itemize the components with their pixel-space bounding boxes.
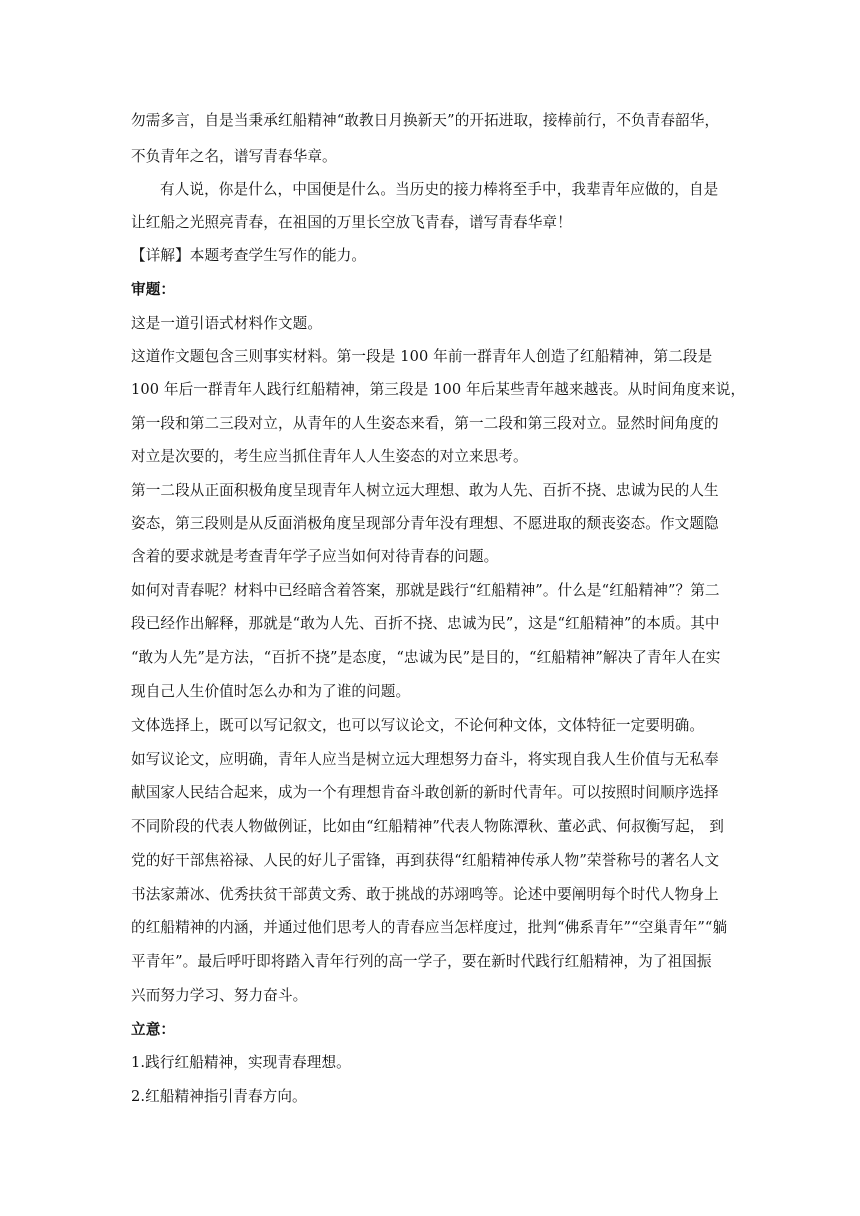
text-line: 兴而努力学习、努力奋斗。 <box>131 987 308 1004</box>
text-line: 这道作文题包含三则事实材料。第一段是 100 年前一群青年人创造了红船精神，第二段是 <box>131 348 713 365</box>
text-line: 第一二段从正面积极角度呈现青年人树立远大理想、敢为人先、百折不挠、忠诚为民的人生 <box>131 482 719 499</box>
text-line: 党的好干部焦裕禄、人民的好儿子雷锋，再到获得“红船精神传承人物”荣誉称号的著名人文 <box>131 852 720 869</box>
text-line: 平青年”。最后呼吁即将踏入青年行列的高一学子，要在新时代践行红船精神，为了祖国振 <box>131 953 712 970</box>
section-heading-review: 审题： <box>131 281 176 298</box>
text-line: 的红船精神的内涵，并通过他们思考人的青春应当怎样度过，批判“佛系青年”“空巢青年”“躺 <box>131 919 728 936</box>
text-line: 如写议论文，应明确，青年人应当是树立远大理想努力奋斗，将实现自我人生价值与无私奉 <box>131 751 719 768</box>
text-line: 含着的要求就是考查青年学子应当如何对待青春的问题。 <box>131 548 499 565</box>
text-line: 不负青年之名，谱写青春华章。 <box>131 148 337 165</box>
text-line: 段已经作出解释，那就是“敢为人先、百折不挠、忠诚为民”，这是“红船精神”的本质。其中 <box>131 615 720 632</box>
text-line: 对立是次要的，考生应当抓住青年人人生姿态的对立来思考。 <box>131 448 528 465</box>
text-line: 这是一道引语式材料作文题。 <box>131 315 323 332</box>
explanation-heading: 【详解】本题考查学生写作的能力。 <box>131 247 367 264</box>
text-line: 100 年后一群青年人践行红船精神，第三段是 100 年后某些青年越来越丧。从时间角度来说， <box>131 381 746 398</box>
text-line: 勿需多言，自是当秉承红船精神“敢教日月换新天”的开拓进取，接棒前行，不负青春韶华， <box>131 112 720 129</box>
text-line: 第一段和第二三段对立，从青年的人生姿态来看，第一二段和第三段对立。显然时间角度的 <box>131 415 719 432</box>
text-line: 让红船之光照亮青春，在祖国的万里长空放飞青春，谱写青春华章！ <box>131 214 572 231</box>
section-heading-theme: 立意： <box>131 1021 176 1038</box>
text-line: 有人说，你是什么，中国便是什么。当历史的接力棒将至手中，我辈青年应做的，自是 <box>160 181 719 198</box>
text-line: 如何对青春呢？材料中已经暗含着答案，那就是践行“红船精神”。什么是“红船精神”？第二 <box>131 582 720 599</box>
text-line: 不同阶段的代表人物做例证，比如由“红船精神”代表人物陈潭秋、董必武、何叔衡写起， 到 <box>131 818 724 835</box>
theme-item: 1.践行红船精神，实现青春理想。 <box>131 1054 351 1071</box>
text-line: 现自己人生价值时怎么办和为了谁的问题。 <box>131 683 411 700</box>
text-line: 书法家萧冰、优秀扶贫干部黄文秀、敢于挑战的苏翊鸣等。论述中要阐明每个时代人物身上 <box>131 886 719 903</box>
text-line: “敢为人先”是方法，“百折不挠”是态度，“忠诚为民”是目的，“红船精神”解决了青年人在实 <box>131 649 721 666</box>
text-line: 姿态，第三段则是从反面消极角度呈现部分青年没有理想、不愿进取的颓丧姿态。作文题隐 <box>131 515 719 532</box>
theme-item: 2.红船精神指引青春方向。 <box>131 1088 307 1105</box>
text-line: 文体选择上，既可以写记叙文，也可以写议论文，不论何种文体，文体特征一定要明确。 <box>131 717 705 734</box>
text-line: 献国家人民结合起来，成为一个有理想肯奋斗敢创新的新时代青年。可以按照时间顺序选择 <box>131 784 719 801</box>
